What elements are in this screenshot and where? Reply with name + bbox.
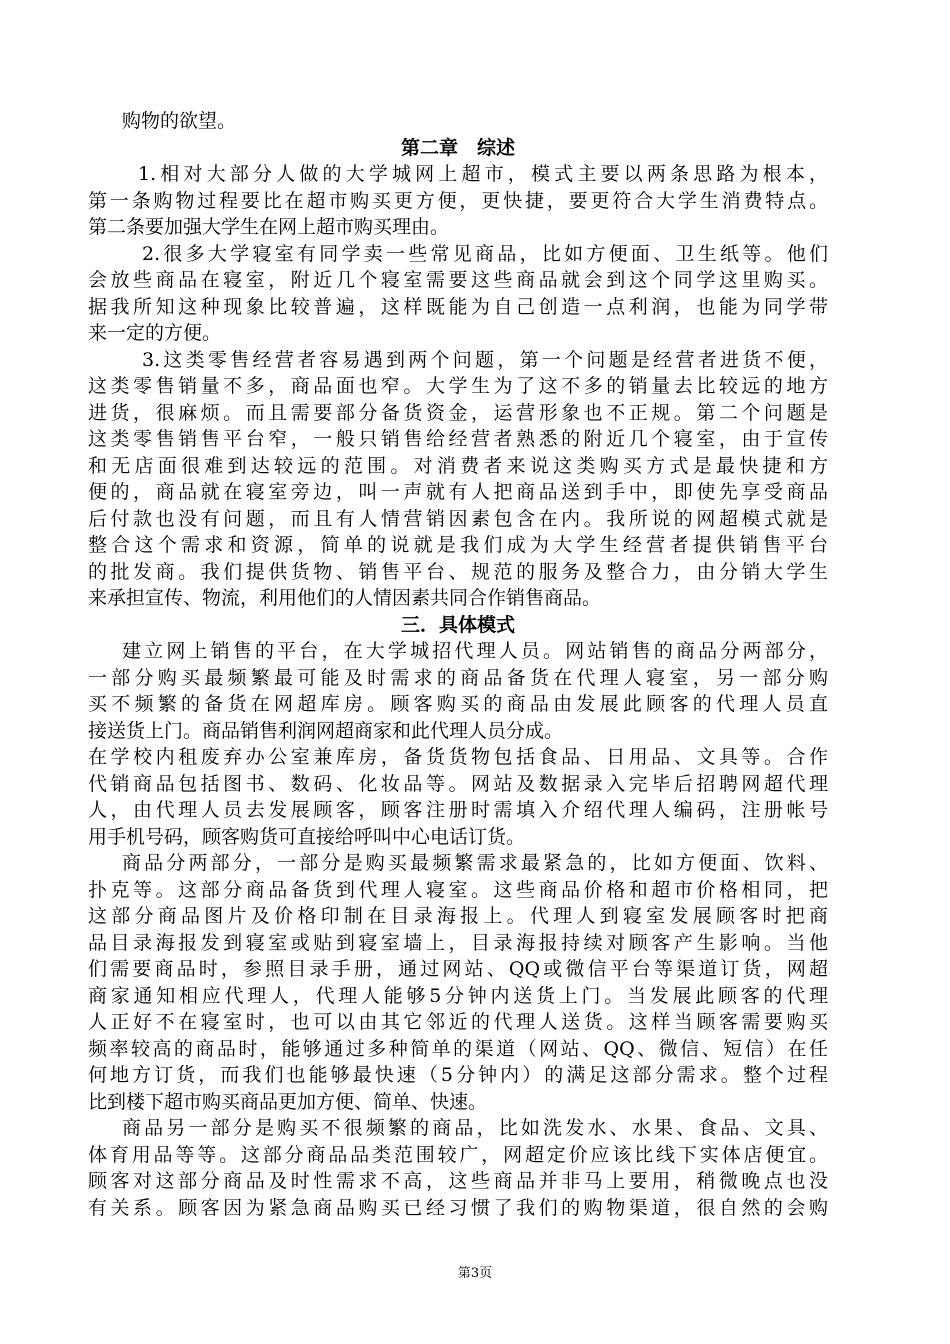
paragraph-line: 3.这类零售经营者容易遇到两个问题，第一个问题是经营者进货不便， xyxy=(142,348,828,371)
paragraph-line: 商品另一部分是购买不很频繁的商品，比如洗发水、水果、食品、文具、 xyxy=(122,1117,828,1139)
paragraph xyxy=(88,744,828,850)
paragraph-line: 的批发商。我们提供货物、销售平台、规范的服务及整合力，由分销大学生 xyxy=(88,560,828,583)
paragraph-line: 有关系。顾客因为紧急商品购买已经习惯了我们的购物渠道，很自然的会购 xyxy=(88,1196,828,1219)
paragraph-line: 频率较高的商品时，能够通过多种简单的渠道（网站、QQ、微信、短信）在任 xyxy=(88,1037,828,1060)
paragraph-line: 整合这个需求和资源，简单的说就是我们成为大学生经营者提供销售平台 xyxy=(88,534,828,556)
document-body xyxy=(88,108,828,1221)
paragraph-line: 会放些商品在寝室，附近几个寝室需要这些商品就会到这个同学这里购买。 xyxy=(88,269,828,291)
paragraph-line: 一部分购买最频繁最可能及时需求的商品备货在代理人寝室，另一部分购 xyxy=(88,666,828,689)
paragraph-line: 这类零售销售平台窄，一般只销售给经营者熟悉的附近几个寝室，由于宣传 xyxy=(88,428,828,450)
paragraph-line: 据我所知这种现象比较普遍，这样既能为自己创造一点利润，也能为同学带 xyxy=(88,295,828,318)
paragraph-line: 用手机号码，顾客购货可直接给呼叫中心电话订货。 xyxy=(88,825,526,848)
paragraph-line: 这部分商品图片及价格印制在目录海报上。代理人到寝室发展顾客时把商 xyxy=(88,905,828,927)
paragraph-line: 扑克等。这部分商品备货到代理人寝室。这些商品价格和超市价格相同，把 xyxy=(88,878,828,901)
paragraph-line: 购物的欲望。 xyxy=(122,110,237,132)
paragraph-line: 买不频繁的备货在网超库房。顾客购买的商品由发展此顾客的代理人员直 xyxy=(88,693,828,715)
paragraph-line: 第一条购物过程要比在超市购买更方便，更快捷，要更符合大学生消费特点。 xyxy=(88,189,828,212)
paragraph-line: 体育用品等等。这部分商品品类范围较广，网超定价应该比线下实体店便宜。 xyxy=(88,1143,828,1166)
paragraph-line: 来一定的方便。 xyxy=(88,322,222,344)
paragraph-line: 后付款也没有问题，而且有人情营销因素包含在内。我所说的网超模式就是 xyxy=(88,507,828,530)
paragraph-line: 这类零售销量不多，商品面也窄。大学生为了这不多的销量去比较远的地方 xyxy=(88,375,828,397)
paragraph-line: 在学校内租废弃办公室兼库房，备货货物包括食品、日用品、文具等。合作 xyxy=(88,746,828,768)
paragraph xyxy=(88,850,828,1115)
section-heading: 三．具体模式 xyxy=(400,613,515,636)
page-number: 第3页 xyxy=(457,1266,493,1281)
paragraph-line: 进货，很麻烦。而且需要部分备货资金，运营形象也不正规。第二个问题是 xyxy=(88,401,828,424)
paragraph-line: 们需要商品时，参照目录手册，通过网站、QQ或微信平台等渠道订货，网超 xyxy=(88,958,828,980)
paragraph-line: 便的，商品就在寝室旁边，叫一声就有人把商品送到手中，即使先享受商品 xyxy=(88,481,828,503)
paragraph-line: 1.相对大部分人做的大学城网上超市，模式主要以两条思路为根本， xyxy=(138,163,828,185)
paragraph-line: 来承担宣传、物流，利用他们的人情因素共同合作销售商品。 xyxy=(88,587,602,609)
paragraph-line: 接送货上门。商品销售利润网超商家和此代理人员分成。 xyxy=(88,719,564,742)
paragraph-line: 顾客对这部分商品及时性需求不高，这些商品并非马上要用，稍微晚点也没 xyxy=(88,1170,828,1192)
paragraph-line: 建立网上销售的平台，在大学城招代理人员。网站销售的商品分两部分， xyxy=(122,640,828,662)
paragraph-line: 品目录海报发到寝室或贴到寝室墙上，目录海报持续对顾客产生影响。当他 xyxy=(88,931,828,954)
paragraph-line: 人正好不在寝室时，也可以由其它邻近的代理人送货。这样当顾客需要购买 xyxy=(88,1011,828,1033)
paragraph xyxy=(88,1115,828,1221)
paragraph xyxy=(88,638,828,744)
paragraph-line: 何地方订货，而我们也能够最快速（5分钟内）的满足这部分需求。整个过程 xyxy=(88,1064,828,1086)
paragraph xyxy=(88,347,828,612)
paragraph-line: 商品分两部分，一部分是购买最频繁需求最紧急的，比如方便面、饮料、 xyxy=(122,852,828,874)
paragraph-line: 代销商品包括图书、数码、化妆品等。网站及数据录入完毕后招聘网超代理 xyxy=(88,772,828,795)
paragraph-line: 和无店面很难到达较远的范围。对消费者来说这类购买方式是最快捷和方 xyxy=(88,454,828,477)
paragraph-line: 人，由代理人员去发展顾客，顾客注册时需填入介绍代理人编码，注册帐号 xyxy=(88,799,828,821)
section-heading: 第二章 综述 xyxy=(400,136,515,159)
paragraph xyxy=(88,241,828,347)
paragraph-line: 2.很多大学寝室有同学卖一些常见商品，比如方便面、卫生纸等。他们 xyxy=(142,242,828,265)
paragraph-line: 第二条要加强大学生在网上超市购买理由。 xyxy=(88,216,450,238)
paragraph-line: 商家通知相应代理人，代理人能够5分钟内送货上门。当发展此顾客的代理 xyxy=(88,984,828,1007)
paragraph-line: 比到楼下超市购买商品更加方便、简单、快速。 xyxy=(88,1090,488,1113)
paragraph xyxy=(88,108,828,135)
paragraph xyxy=(88,161,828,241)
